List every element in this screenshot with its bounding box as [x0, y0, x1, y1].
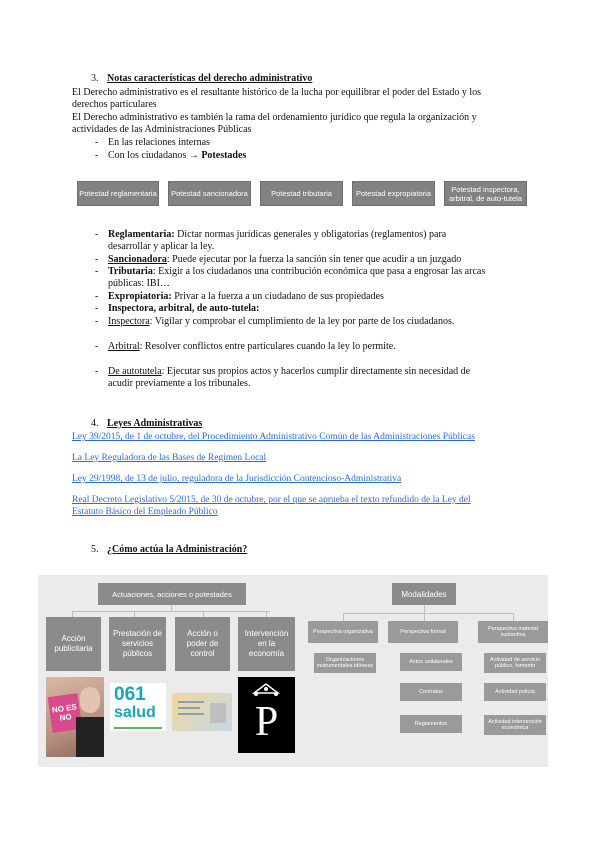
bullet-dash: -	[95, 366, 99, 377]
bullet-dash: -	[95, 266, 99, 277]
modality-item: Organizaciones instrumentales idóneas	[314, 653, 376, 673]
protest-photo	[46, 677, 104, 757]
potestad-box: Potestad sancionadora	[168, 181, 251, 206]
term: Inspectora	[108, 316, 150, 327]
potestad-box: Potestad expropiatoria	[352, 181, 435, 206]
paragraph-line: El Derecho administrativo es también la rama del ordenamiento jurídico que regula la organización y	[72, 112, 477, 123]
desc: Dictar normas jurídicas generales y obligatorias (reglamentos) para	[174, 229, 447, 240]
section-title: ¿Cómo actúa la Administración?	[107, 544, 248, 555]
id-line	[178, 701, 204, 703]
p-letter: P	[254, 699, 279, 745]
paragraph-line: derechos particulares	[72, 99, 157, 110]
bullet-dash: -	[95, 341, 99, 352]
modality-item: Reglamentos	[400, 715, 462, 733]
bullet-item	[108, 150, 246, 163]
perspective-box: Perspectiva organizativa	[308, 621, 378, 643]
paragraph-line: actividades de las Administraciones Públicas	[72, 124, 252, 135]
potestad-box: Potestad inspectora, arbitral, de auto-tutela	[444, 181, 527, 206]
desc: : Ejecutar sus propios actos y hacerlos cumplir directamente sin necesidad de	[161, 366, 471, 377]
section-4-heading	[91, 418, 202, 431]
bullet-dash: -	[95, 316, 99, 327]
bullet-item: En las relaciones internas	[108, 137, 210, 148]
diagram-right-header: Modalidades	[392, 583, 456, 605]
term: De autotutela	[108, 366, 162, 377]
connector	[424, 605, 425, 613]
list-item-cont: desarrollar y aplicar la ley.	[108, 241, 215, 252]
law-link-regimen-local[interactable]: La Ley Reguladora de las Bases de Regimen Local	[72, 453, 267, 463]
modality-item: Actividad intervención económica	[484, 715, 546, 735]
connector	[343, 613, 344, 621]
perspective-box: Perspectiva material sustantiva	[478, 621, 548, 643]
bullet-dash: -	[95, 291, 99, 302]
list-item-expropiatoria	[108, 291, 384, 304]
balance-icon	[252, 683, 280, 697]
list-item-autotutela	[108, 366, 470, 379]
connector	[513, 613, 514, 621]
list-item-arbitral	[108, 341, 396, 354]
bullet-dash: -	[95, 150, 99, 161]
action-box: Acción publicitaria	[46, 617, 101, 671]
diagram-left-header: Actuaciones, acciones o potestades	[98, 583, 246, 605]
bullet-dash: -	[95, 254, 99, 265]
list-item-inspectora-title: Inspectora, arbitral, de auto-tutela:	[108, 303, 260, 314]
desc: Privar a la fuerza a un ciudadano de sus propiedades	[171, 291, 384, 302]
salud-logo	[110, 683, 166, 725]
law-link-rdl-5-2015-cont[interactable]: Estatuto Básico del Empleado Público	[72, 507, 218, 517]
desc: : Puede ejecutar por la fuerza la sanción sin tener que acudir a un juzgado	[166, 254, 462, 265]
list-item-cont: públicas: IBI…	[108, 278, 170, 289]
list-item-inspectora	[108, 316, 454, 329]
id-card-image	[172, 693, 232, 731]
salud-word: salud	[114, 704, 156, 721]
administration-diagram	[38, 575, 548, 767]
section-number: 5.	[91, 544, 99, 555]
p-logo	[238, 677, 295, 753]
desc: : Resolver conflictos entre particulares cuando la ley lo permite.	[139, 341, 396, 352]
list-item-sancionadora	[108, 254, 461, 267]
id-line	[178, 707, 200, 709]
bullet-text: Con los ciudadanos →	[108, 150, 199, 161]
term: Arbitral	[108, 341, 140, 352]
salud-number: 061	[114, 684, 146, 705]
modality-item: Actividad policía	[484, 683, 546, 701]
term: Expropiatoria:	[108, 291, 172, 302]
connector	[72, 611, 270, 612]
law-link-29-1998[interactable]: Ley 29/1998, de 13 de julio, reguladora de la Jurisdicción Contencioso-Administrativa	[72, 474, 402, 484]
protest-sign: NO ES NO	[48, 693, 83, 733]
list-item-cont: acudir previamente a los tribunales.	[108, 378, 251, 389]
term: Tributaria	[108, 266, 153, 277]
bullet-dash: -	[95, 229, 99, 240]
section-3-heading	[91, 73, 312, 86]
perspective-box: Perspectiva formal	[388, 621, 458, 643]
bullet-dash: -	[95, 303, 99, 314]
connector	[343, 613, 513, 614]
connector	[424, 613, 425, 621]
bullet-bold: Potestades	[201, 150, 247, 161]
id-line	[178, 713, 204, 715]
section-number: 4.	[91, 418, 99, 429]
section-title: Notas características del derecho administrativo	[107, 73, 313, 84]
salud-footer-bar	[114, 727, 162, 729]
desc: : Exigir a los ciudadanos una contribución económica que pasa a engrosar las arcas	[152, 266, 486, 277]
section-5-heading	[91, 544, 247, 557]
desc: : Vigilar y comprobar el cumplimiento de la ley por parte de los ciudadanos.	[149, 316, 455, 327]
list-item-tributaria	[108, 266, 485, 279]
list-item-reglamentaria	[108, 229, 446, 242]
potestad-box: Potestad reglamentaria	[77, 181, 159, 206]
law-link-39-2015[interactable]: Ley 39/2015, de 1 de octubre, del Procedimiento Administrativo Común de las Administraciones Públicas	[72, 432, 475, 442]
action-box: Acción o poder de control	[175, 617, 230, 671]
term: Sancionadora	[108, 254, 167, 265]
action-box: Intervención en la economía	[238, 617, 295, 671]
law-link-rdl-5-2015[interactable]: Real Decreto Legislativo 5/2015, de 30 de octubre, por el que se aprueba el texto refundido de la Ley del	[72, 495, 471, 505]
salud-logo-footer	[110, 725, 166, 731]
term: Reglamentaria:	[108, 229, 175, 240]
action-box: Prestación de servicios públicos	[109, 617, 166, 671]
modality-item: Contratos	[400, 683, 462, 701]
clothes-shape	[76, 717, 104, 757]
section-number: 3.	[91, 73, 99, 84]
section-title: Leyes Administrativas	[107, 418, 203, 429]
potestad-box: Potestad tributaria	[260, 181, 343, 206]
id-photo	[210, 703, 226, 723]
paragraph-line: El Derecho administrativo es el resultante histórico de la lucha por equilibrar el poder del Estado y los	[72, 87, 482, 98]
modality-item: Actividad de servicio público, fomento	[484, 653, 546, 673]
modality-item: Actos unilaterales	[400, 653, 462, 671]
face-shape	[80, 687, 100, 713]
bullet-dash: -	[95, 137, 99, 148]
